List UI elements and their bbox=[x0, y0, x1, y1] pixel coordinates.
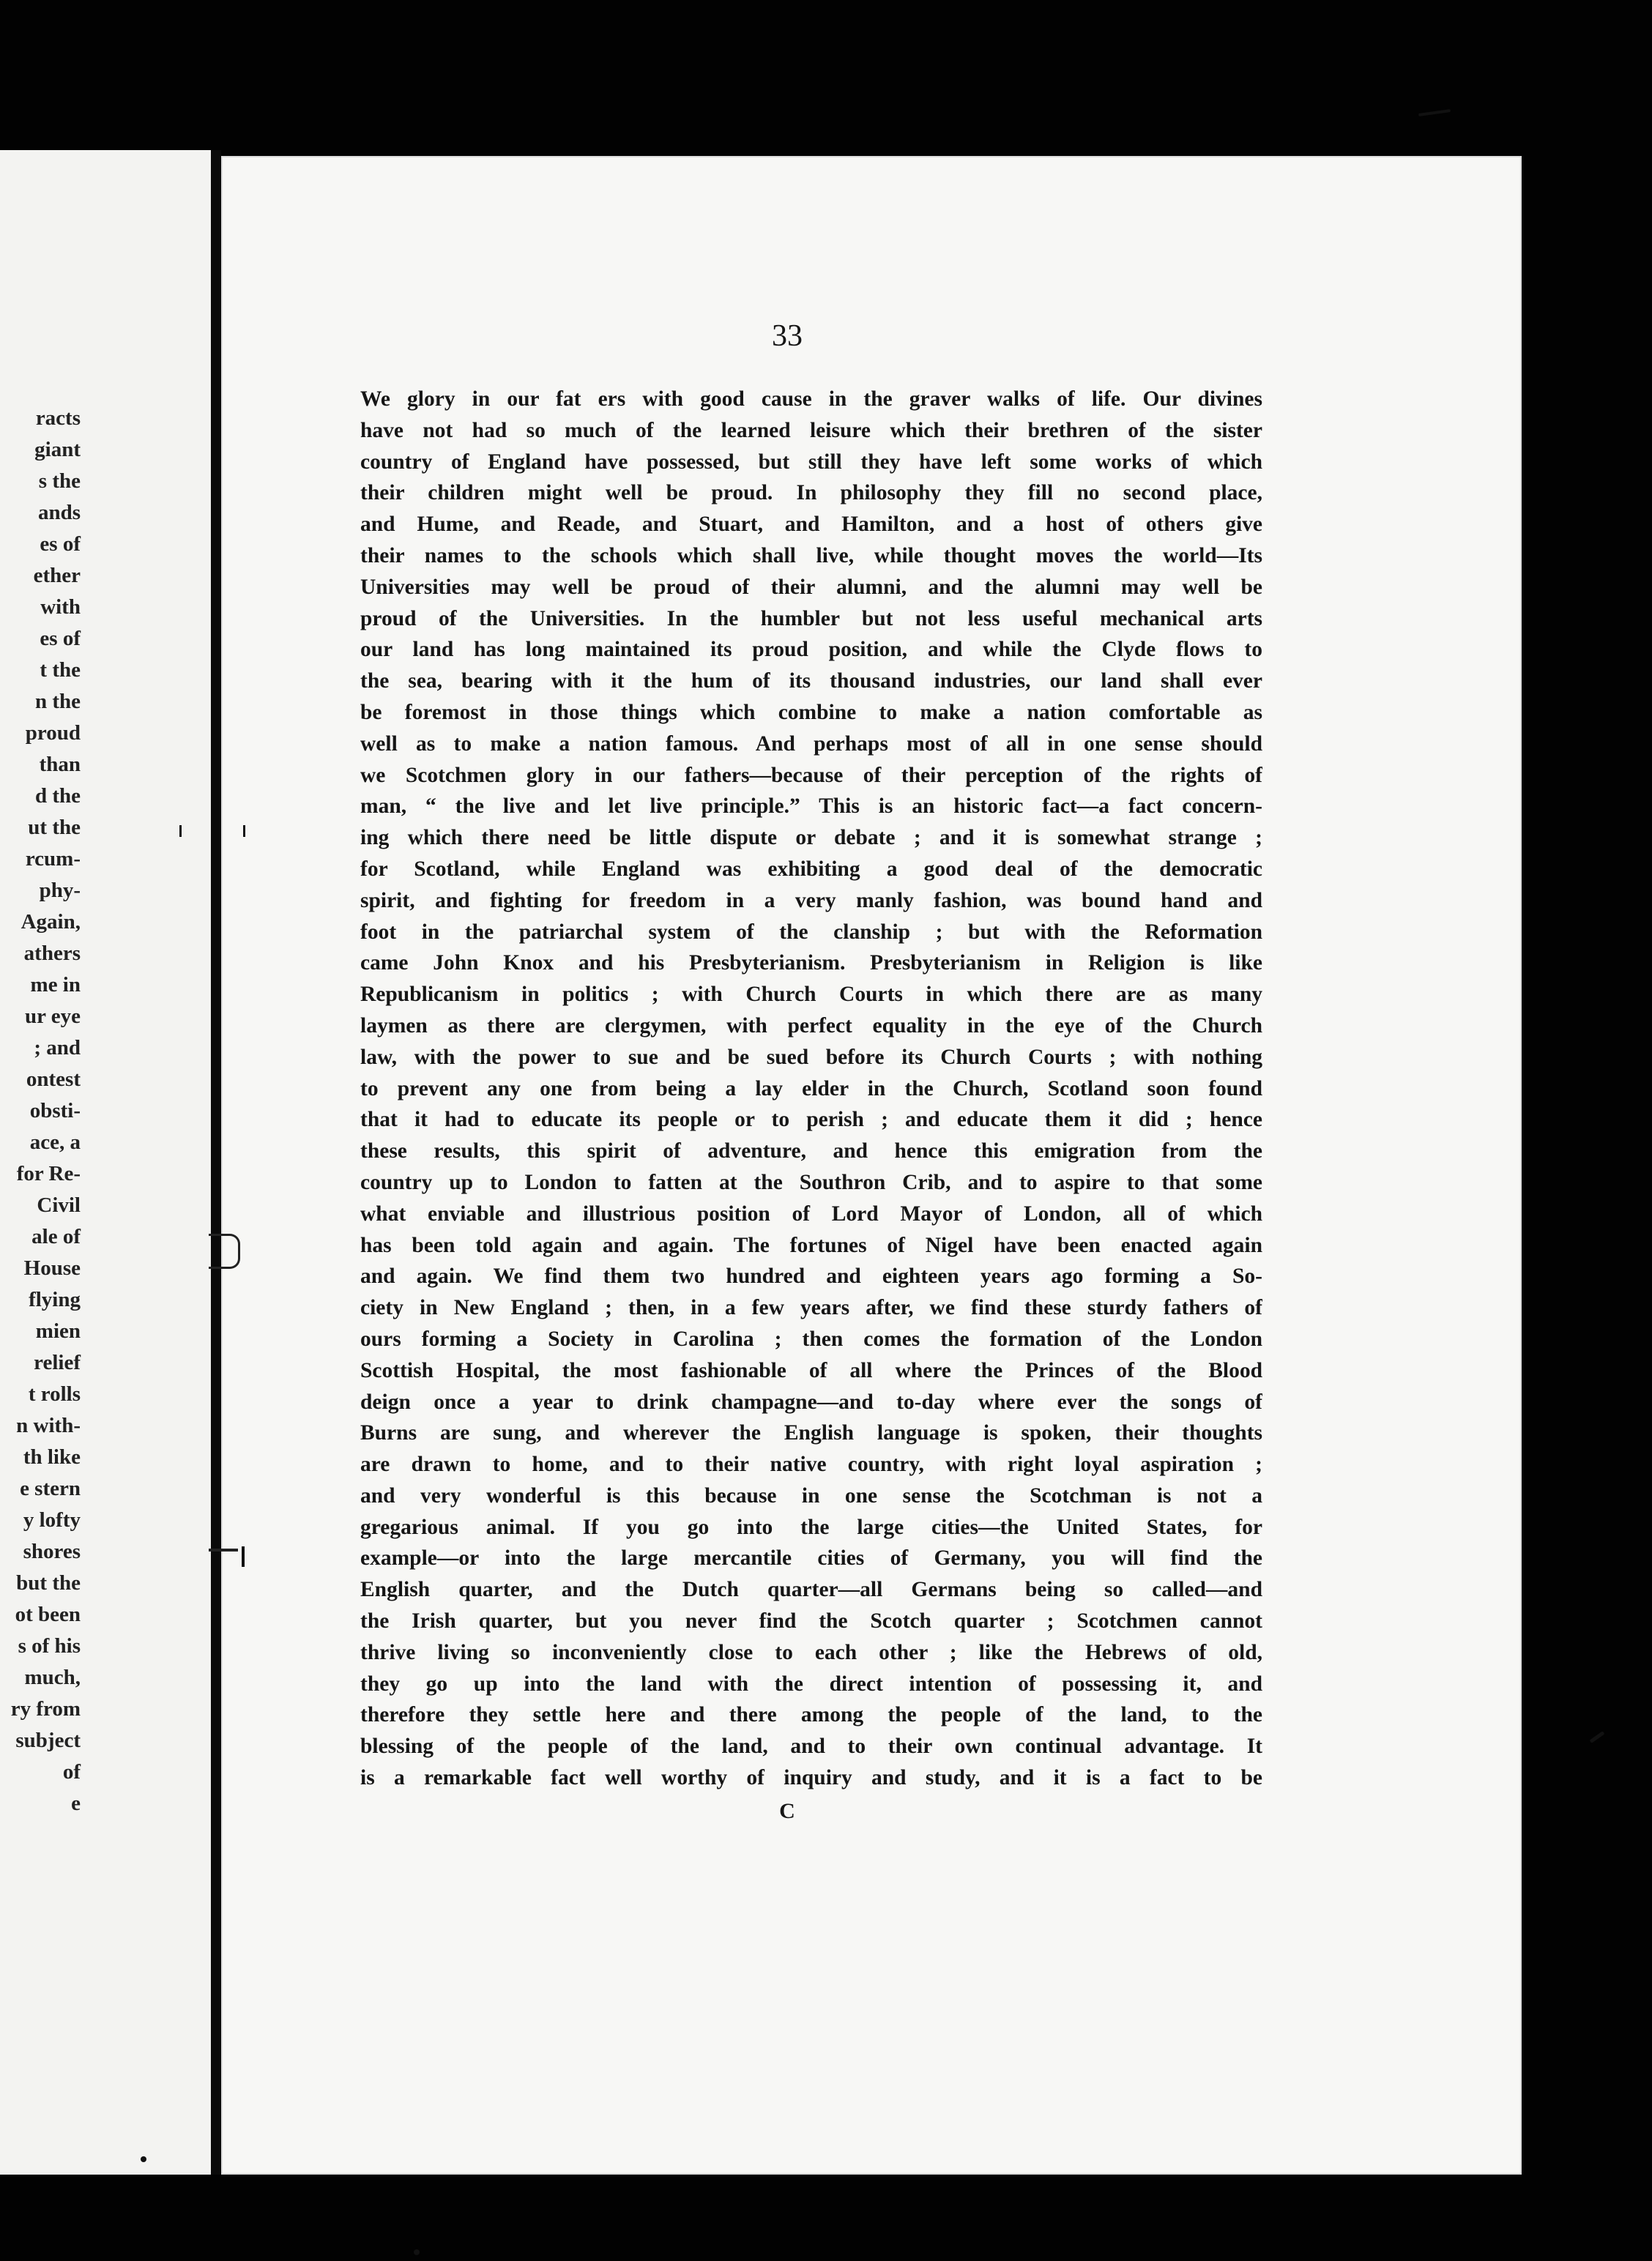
text-line: thrive living so inconveniently close to each other ; like the Hebrews of old, bbox=[360, 1640, 1262, 1664]
fragment-line: shores bbox=[23, 1540, 81, 1563]
text-line: to prevent any one from being a lay elder in the Church, Scotland soon found bbox=[360, 1076, 1262, 1100]
fragment-line: y lofty bbox=[23, 1508, 81, 1532]
page-gutter bbox=[211, 150, 221, 2175]
text-line: is a remarkable fact well worthy of inquiry and study, and it is a fact to be bbox=[360, 1766, 1262, 1790]
text-line: country of England have possessed, but still they have left some works of which bbox=[360, 450, 1262, 474]
text-line: we Scotchmen glory in our fathers—because of their perception of the rights of bbox=[360, 763, 1262, 787]
fragment-line: rcum- bbox=[25, 847, 81, 871]
fragment-line: e stern bbox=[20, 1477, 81, 1500]
text-line: example—or into the large mercantile cities of Germany, you will find the bbox=[360, 1546, 1262, 1571]
text-line: country up to London to fatten at the Southron Crib, and to aspire to that some bbox=[360, 1170, 1262, 1194]
previous-page-strip bbox=[0, 150, 211, 2175]
text-line: well as to make a nation famous. And perhaps most of all in one sense should bbox=[360, 731, 1262, 756]
text-line: Republicanism in politics ; with Church Courts in which there are as many bbox=[360, 983, 1262, 1007]
text-line: We glory in our fat ers with good cause in the graver walks of life. Our divines bbox=[360, 387, 1262, 411]
margin-mark bbox=[179, 825, 182, 837]
text-line: laymen as there are clergymen, with perfect equality in the eye of the Church bbox=[360, 1013, 1262, 1038]
fragment-line: ; and bbox=[34, 1036, 81, 1059]
text-line: man, “ the live and let live principle.” This is an historic fact—a fact concern- bbox=[360, 794, 1262, 819]
fragment-line: s of his bbox=[18, 1634, 81, 1658]
text-line: their children might well be proud. In philosophy they fill no second place, bbox=[360, 481, 1262, 505]
fragment-line: flying bbox=[29, 1288, 81, 1311]
margin-mark bbox=[242, 1546, 245, 1567]
text-line: the Irish quarter, but you never find the Scotch quarter ; Scotchmen cannot bbox=[360, 1609, 1262, 1634]
text-line: Burns are sung, and wherever the English language is spoken, their thoughts bbox=[360, 1421, 1262, 1445]
fragment-line: giant bbox=[34, 438, 81, 461]
binding-clip-mark bbox=[209, 1234, 240, 1269]
text-line: and again. We find them two hundred and eighteen years ago forming a So- bbox=[360, 1264, 1262, 1289]
text-line: their names to the schools which shall live, while thought moves the world—Its bbox=[360, 543, 1262, 567]
text-line: therefore they settle here and there among the people of the land, to the bbox=[360, 1703, 1262, 1727]
fragment-line: ry from bbox=[10, 1697, 81, 1721]
fragment-line: phy- bbox=[39, 879, 81, 902]
fragment-line: obsti- bbox=[29, 1099, 81, 1122]
text-line: be foremost in those things which combine to make a nation comfortable as bbox=[360, 700, 1262, 724]
fragment-line: than bbox=[39, 753, 81, 776]
text-line: they go up into the land with the direct intention of possessing it, and bbox=[360, 1672, 1262, 1696]
text-line: ing which there need be little dispute or debate ; and it is somewhat strange ; bbox=[360, 826, 1262, 850]
fragment-line: ale of bbox=[31, 1225, 81, 1248]
fragment-line: s the bbox=[38, 469, 81, 493]
previous-page-text-fragments bbox=[0, 403, 81, 1819]
text-line: that it had to educate its people or to perish ; and educate them it did ; hence bbox=[360, 1108, 1262, 1132]
text-line: ciety in New England ; then, in a few years after, we find these sturdy fathers of bbox=[360, 1296, 1262, 1320]
fragment-line: with bbox=[40, 595, 81, 619]
fragment-line: proud bbox=[25, 721, 81, 745]
text-line: for Scotland, while England was exhibiting a good deal of the democratic bbox=[360, 857, 1262, 881]
fragment-line: House bbox=[23, 1256, 81, 1280]
fragment-line: n the bbox=[34, 690, 81, 713]
text-line: deign once a year to drink champagne—and to-day where ever the songs of bbox=[360, 1390, 1262, 1414]
fragment-line: athers bbox=[23, 942, 81, 965]
text-line: our land has long maintained its proud position, and while the Clyde flows to bbox=[360, 638, 1262, 662]
fragment-line: relief bbox=[34, 1351, 81, 1374]
text-line: what enviable and illustrious position of Lord Mayor of London, all of which bbox=[360, 1202, 1262, 1226]
text-line: blessing of the people of the land, and to their own continual advantage. It bbox=[360, 1735, 1262, 1759]
text-line: English quarter, and the Dutch quarter—all Germans being so called—and bbox=[360, 1578, 1262, 1602]
text-line: spirit, and fighting for freedom in a very manly fashion, was bound hand and bbox=[360, 888, 1262, 912]
scan-artifact-mark bbox=[1418, 109, 1451, 116]
page-body-text bbox=[360, 384, 1262, 1794]
fragment-line: mien bbox=[35, 1319, 81, 1343]
text-line: and Hume, and Reade, and Stuart, and Hamilton, and a host of others give bbox=[360, 513, 1262, 537]
fragment-line: ut the bbox=[28, 816, 81, 839]
text-line: the sea, bearing with it the hum of its thousand industries, our land shall ever bbox=[360, 669, 1262, 693]
binding-clip-mark bbox=[209, 1549, 238, 1563]
fragment-line: n with- bbox=[16, 1414, 81, 1437]
scan-artifact-dot bbox=[414, 2249, 420, 2255]
text-line: Scottish Hospital, the most fashionable of all where the Princes of the Blood bbox=[360, 1358, 1262, 1382]
fragment-line: d the bbox=[34, 784, 81, 808]
fragment-line: ur eye bbox=[25, 1005, 81, 1028]
text-line: proud of the Universities. In the humbler but not less useful mechanical arts bbox=[360, 606, 1262, 630]
text-line: and very wonderful is this because in one sense the Scotchman is not a bbox=[360, 1483, 1262, 1508]
fragment-line: ontest bbox=[26, 1068, 81, 1091]
page-number: 33 bbox=[772, 319, 803, 353]
fragment-line: of bbox=[62, 1760, 81, 1784]
fragment-line: Again, bbox=[21, 910, 81, 934]
fragment-line: ands bbox=[37, 501, 81, 524]
fragment-line: ether bbox=[33, 564, 81, 587]
fragment-line: es of bbox=[40, 627, 81, 650]
scan-artifact-dot bbox=[141, 2156, 146, 2162]
margin-mark bbox=[243, 825, 245, 837]
fragment-line: th like bbox=[23, 1445, 81, 1469]
fragment-line: e bbox=[71, 1792, 81, 1815]
text-line: are drawn to home, and to their native country, with right loyal aspiration ; bbox=[360, 1453, 1262, 1477]
text-line: came John Knox and his Presbyterianism. Presbyterianism in Religion is like bbox=[360, 951, 1262, 975]
text-line: law, with the power to sue and be sued before its Church Courts ; with nothing bbox=[360, 1045, 1262, 1069]
fragment-line: much, bbox=[24, 1666, 81, 1689]
text-line: have not had so much of the learned leisure which their brethren of the sister bbox=[360, 418, 1262, 442]
fragment-line: es of bbox=[40, 532, 81, 556]
scan-artifact-mark bbox=[1590, 1731, 1605, 1743]
fragment-line: subject bbox=[15, 1729, 81, 1752]
text-line: has been told again and again. The fortunes of Nigel have been enacted again bbox=[360, 1233, 1262, 1257]
text-line: foot in the patriarchal system of the clanship ; but with the Reformation bbox=[360, 920, 1262, 944]
fragment-line: t rolls bbox=[28, 1382, 81, 1406]
fragment-line: me in bbox=[30, 973, 81, 997]
fragment-line: racts bbox=[35, 406, 81, 430]
fragment-line: ace, a bbox=[29, 1130, 81, 1154]
fragment-line: Civil bbox=[37, 1193, 81, 1217]
signature-mark: C bbox=[779, 1799, 795, 1823]
fragment-line: for Re- bbox=[16, 1162, 81, 1185]
text-line: gregarious animal. If you go into the large cities—the United States, for bbox=[360, 1515, 1262, 1539]
fragment-line: t the bbox=[40, 658, 81, 682]
text-line: ours forming a Society in Carolina ; then comes the formation of the London bbox=[360, 1327, 1262, 1351]
text-line: Universities may well be proud of their alumni, and the alumni may well be bbox=[360, 575, 1262, 599]
text-line: these results, this spirit of adventure, and hence this emigration from the bbox=[360, 1139, 1262, 1163]
fragment-line: but the bbox=[16, 1571, 81, 1595]
fragment-line: ot been bbox=[15, 1603, 81, 1626]
